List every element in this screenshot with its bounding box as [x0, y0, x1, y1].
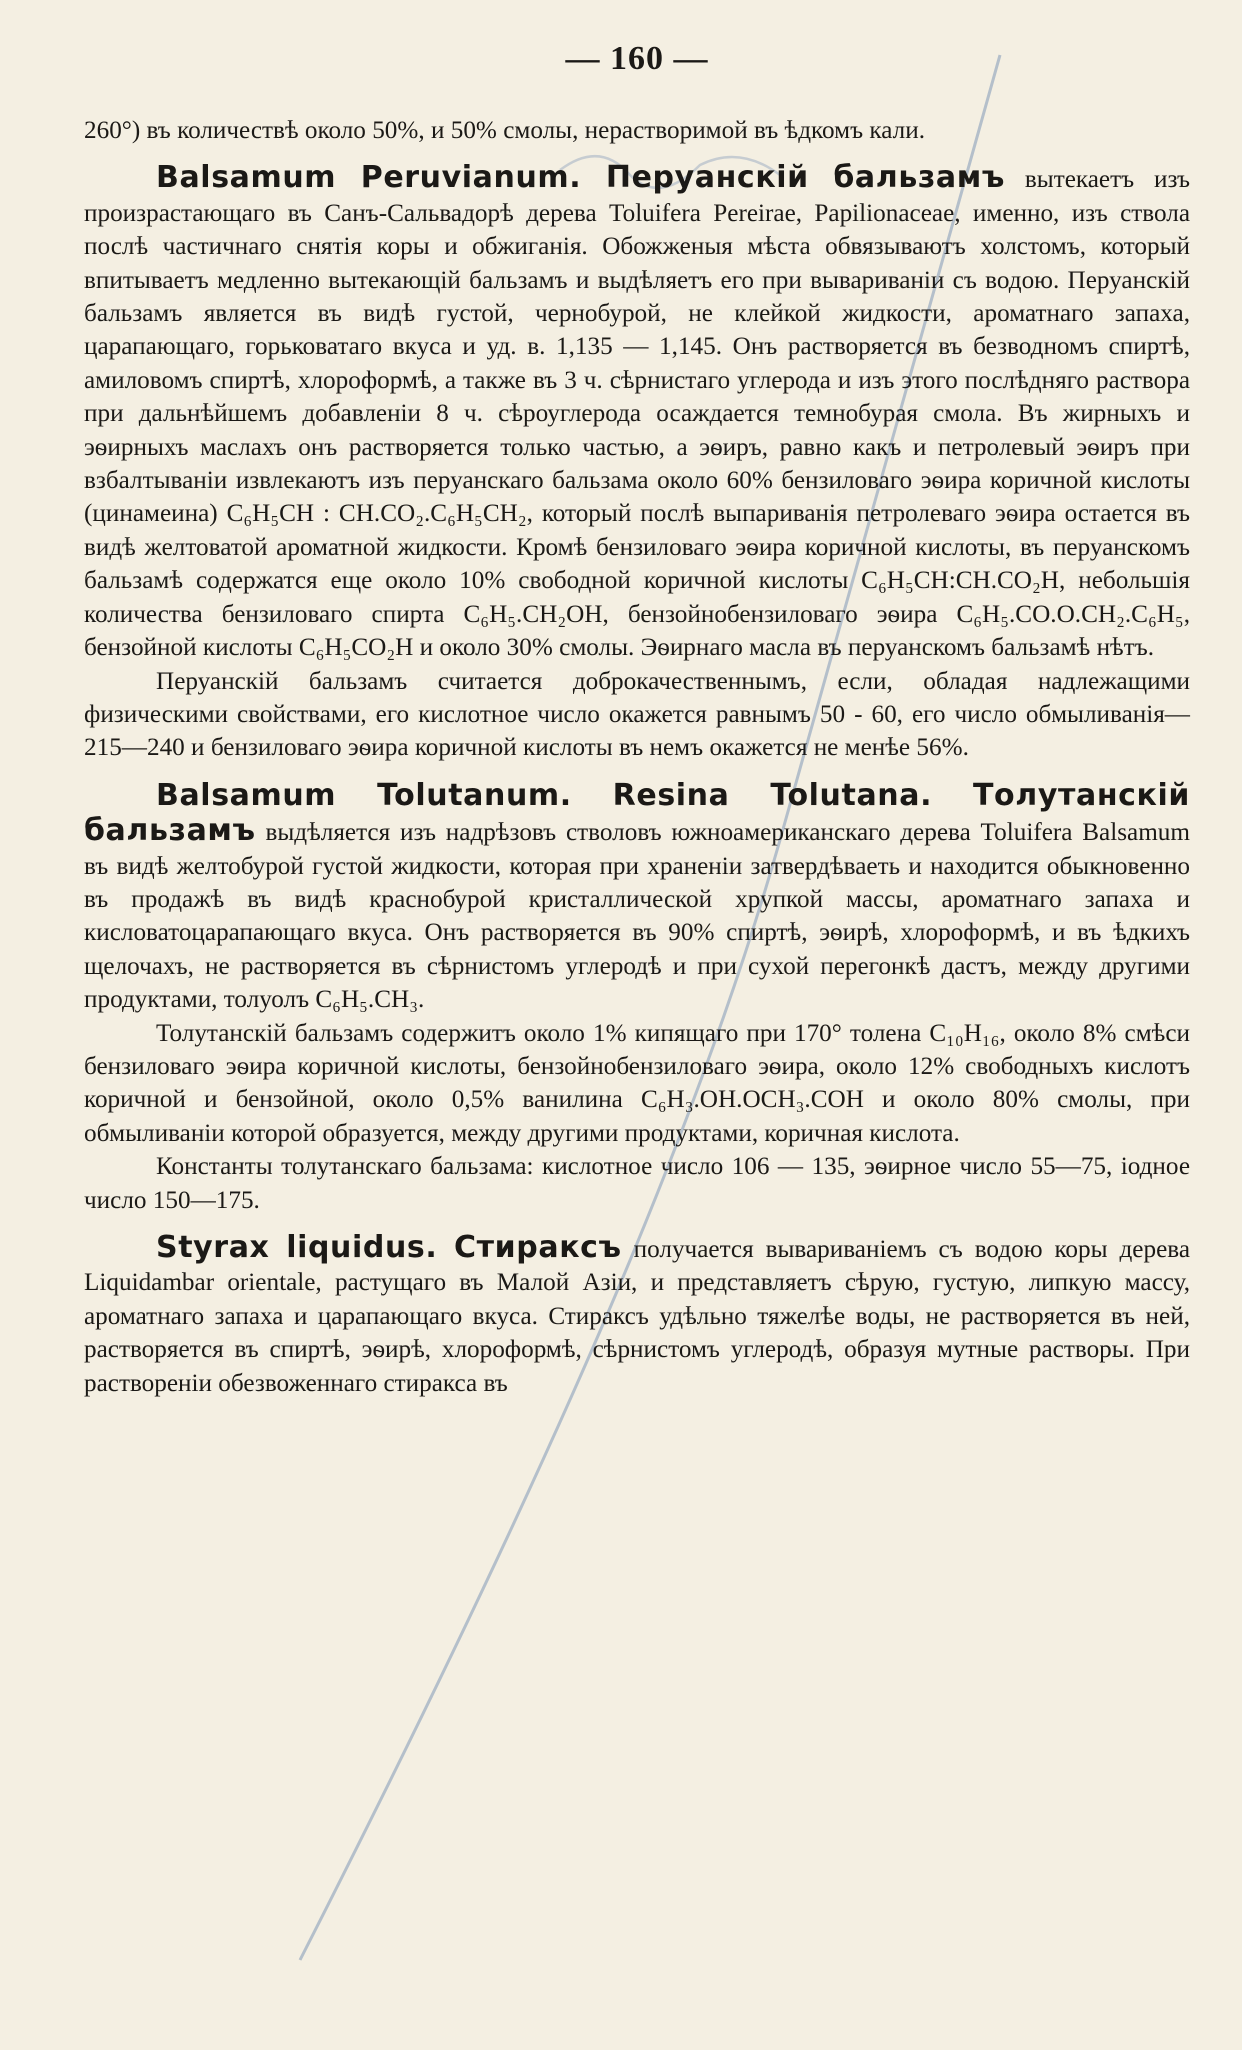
paragraph-text: Перуанскій бальзамъ считается доброкачественнымъ, если, обладая надлежащими физическими свойствами, его кислотное число окажется равнымъ 50 - 60, его число обмыливанія—215—240 и бензиловаго эѳира коричной кислоты въ немъ окажется не менѣе 56%.	[84, 667, 1190, 762]
paragraph-balsamum-peruvianum	[84, 161, 1190, 664]
paragraph-styrax-liquidus	[84, 1231, 1190, 1400]
paragraph-continuation	[84, 114, 1190, 147]
paragraph-peruvianum-quality	[84, 665, 1190, 765]
paragraph-text: получается вывариваніемъ съ водою коры дерева Liquidambar orientale, растущаго въ Малой Азіи, и представляетъ сѣрую, густую, липкую массу, ароматнаго запаха и царапающаго вкуса. Стираксъ удѣльно тяжелѣе воды, не растворяется въ ней, растворяется въ спиртѣ, эѳирѣ, хлороформѣ, сѣрнистомъ углеродѣ, образуя мутные растворы. При растворенiи обезвоженнаго стиракса въ	[84, 1236, 1191, 1397]
section-heading-styrax: Styrax liquidus. Стираксъ	[156, 1230, 622, 1265]
paragraph-tolutanum-composition	[84, 1017, 1190, 1151]
page-number: — 160 —	[565, 40, 709, 77]
section-heading-peruvianum: Balsamum Peruvianum. Перуанскій бальзамъ	[156, 160, 1006, 196]
paragraph-text: вытекаетъ изъ произрастающаго въ Санъ-Сальвадорѣ дерева Toluifera Pereirae, Papilionaceae, именно, изъ ствола послѣ частичнаго снятія коры и обжиганія. Обожженыя мѣста обвязываютъ холстомъ, который впитываетъ медленно вытекающій бальзамъ и выдѣляетъ его при вывариваніи съ водою. Перуанскій бальзамъ является въ видѣ густой, чернобурой, не клейкой жидкости, ароматнаго запаха, царапающаго, горьковатаго вкуса и уд. в. 1,135 — 1,145. Онъ растворяется въ безводномъ спиртѣ, амиловомъ спиртѣ, хлороформѣ, а также въ 3 ч. сѣрнистаго углерода и изъ этого послѣдняго раствора при дальнѣйшемъ добавленіи 8 ч. сѣроуглерода осаждается темнобурая смола. Въ жирныхъ и эѳирныхъ маслахъ онъ растворяется только частью, а эѳиръ, равно какъ и петролевый эѳиръ при взбалтываніи извлекаютъ изъ перуанскаго бальзама около 60% бензиловаго эѳира коричной кислоты (цинамеина) C₆H₅CH : CH.CO₂.C₆H₅CH₂, который послѣ выпариванія петролеваго эѳира остается въ видѣ желтоватой ароматной жидкости. Кромѣ бензиловаго эѳира коричной кислоты, въ перуанскомъ бальзамѣ содержатся еще около 10% свободной коричной кислоты C₆H₅CH:CH.CO₂H, небольшія количества бензиловаго спирта C₆H₅.CH₂OH, бензойнобензиловаго эѳира C₆H₅.CO.O.CH₂.C₆H₅, бензойной кислоты C₆H₅CO₂H и около 30% смолы. Эѳирнаго масла въ перуанскомъ бальзамѣ нѣтъ.	[84, 166, 1190, 662]
paragraph-text: 260°) въ количествѣ около 50%, и 50% смолы, нерастворимой въ ѣдкомъ кали.	[84, 117, 925, 144]
section-heading-tolutanum: Balsamum Tolutanum. Resina Tolutana. Толутанскій бальзамъ	[84, 777, 1190, 849]
paragraph-balsamum-tolutanum	[84, 779, 1190, 1017]
paragraph-text: Толутанскій бальзамъ содержитъ около 1% кипящаго при 170° толена C₁₀H₁₆, около 8% смѣси бензиловаго эѳира коричной кислоты, бензойнобензиловаго эѳира, около 12% свободныхъ кислотъ коричной и бензойной, около 0,5% ванилина C₆H₃.OH.OCH₃.COH и около 80% смолы, при обмыливаніи которой образуется, между другими продуктами, коричная кислота.	[84, 1019, 1190, 1147]
paragraph-tolutanum-constants	[84, 1150, 1190, 1217]
page	[84, 30, 1190, 2020]
paragraph-text: выдѣляется изъ надрѣзовъ стволовъ южноамериканскаго дерева Toluifera Balsamum въ видѣ желтобурой густой жидкости, которая при храненіи затвердѣваеть и находится обыкновенно въ продажѣ въ видѣ краснобурой кристаллической хрупкой массы, ароматнаго запаха и кисловатоцарапающаго вкуса. Онъ растворяется въ 90% спиртѣ, эѳирѣ, хлороформѣ, и въ ѣдкихъ щелочахъ, не растворяется въ сѣрнистомъ углеродѣ и при сухой перегонкѣ дастъ, между другими продуктами, толуолъ C₆H₅.CH₃.	[84, 819, 1190, 1014]
paragraph-text: Константы толутанскаго бальзама: кислотное число 106 — 135, эѳирное число 55—75, іодное число 150—175.	[84, 1153, 1190, 1214]
